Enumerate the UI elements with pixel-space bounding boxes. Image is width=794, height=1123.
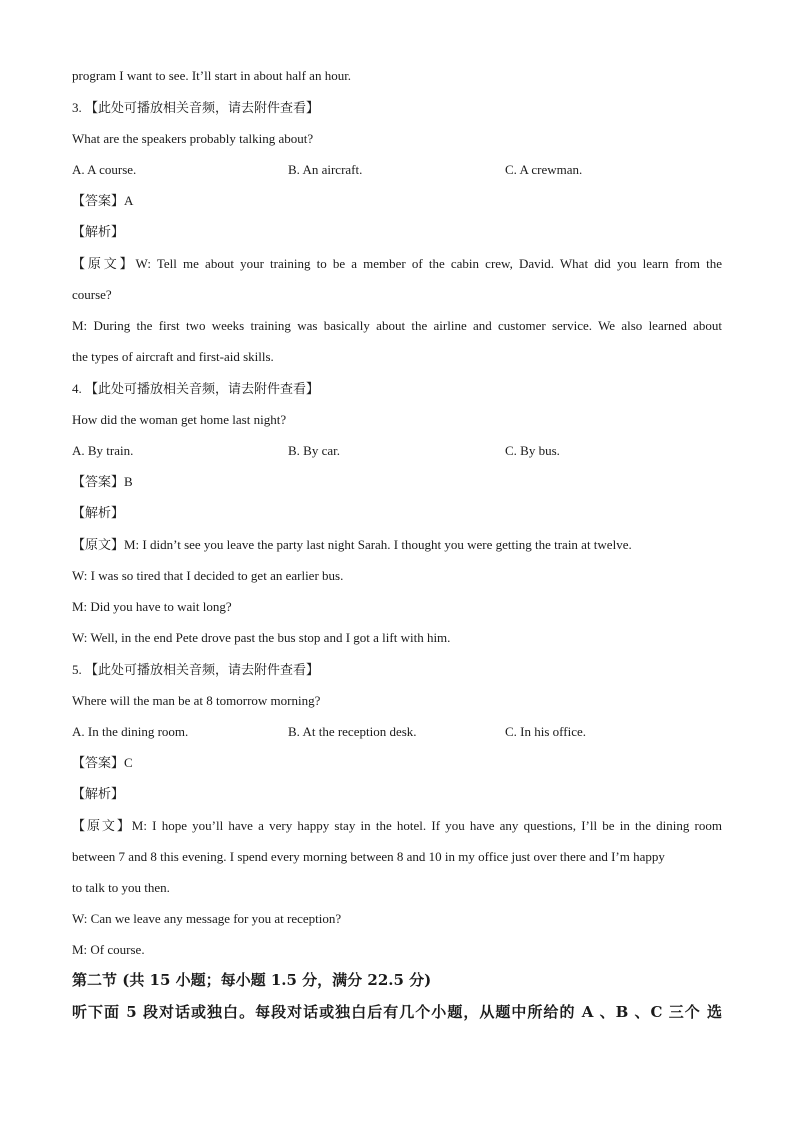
question-3-transcript-line: course? (72, 287, 112, 302)
question-5-transcript-line: M: Of course. (72, 942, 145, 957)
question-4-transcript-line: W: Well, in the end Pete drove past the bus stop and I got a lift with him. (72, 630, 451, 645)
question-4-transcript-line: M: Did you have to wait long? (72, 599, 232, 614)
section-2-instruction: 听下面 5 段对话或独白。每段对话或独白后有几个小题，从题中所给的 A 、B 、C 三个 选 (72, 1003, 722, 1021)
audio-note[interactable]: 【此处可播放相关音频，请去附件查看】 (85, 381, 320, 396)
section-2-heading: 第二节 (共 15 小题；每小题 1.5 分，满分 22.5 分) (72, 971, 432, 989)
question-number: 5. (72, 662, 82, 677)
question-number: 3. (72, 100, 82, 115)
question-5-header (72, 662, 319, 678)
question-4-transcript-line: W: I was so tired that I decided to get an earlier bus. (72, 568, 344, 583)
question-5-transcript-line: between 7 and 8 this evening. I spend every morning between 8 and 10 in my office just over there and I’m happy (72, 849, 665, 864)
question-4-option-a: A. By train. (72, 443, 134, 458)
question-5-option-a: A. In the dining room. (72, 724, 189, 739)
question-4-answer: 【答案】B (72, 474, 133, 489)
audio-note[interactable]: 【此处可播放相关音频，请去附件查看】 (85, 662, 320, 677)
question-3-transcript-line: M: During the first two weeks training was basically about the airline and customer service. We also learned about (72, 318, 722, 333)
question-4-option-b: B. By car. (288, 443, 340, 458)
question-5-transcript-line: W: Can we leave any message for you at reception? (72, 911, 342, 926)
question-3-analysis: 【解析】 (72, 224, 125, 239)
question-3-transcript-line: 【原文】W: Tell me about your training to be a member of the cabin crew, David. What did you learn from the (72, 256, 722, 271)
question-5-option-b: B. At the reception desk. (288, 724, 417, 739)
question-5-answer: 【答案】C (72, 755, 133, 770)
question-5-option-c: C. In his office. (505, 724, 586, 739)
intro-text: program I want to see. It’ll start in about half an hour. (72, 68, 352, 83)
question-3-option-b: B. An aircraft. (288, 162, 363, 177)
question-3-transcript-line: the types of aircraft and first-aid skills. (72, 349, 274, 364)
question-4-prompt: How did the woman get home last night? (72, 412, 287, 427)
question-3-answer: 【答案】A (72, 193, 134, 208)
question-3-option-c: C. A crewman. (505, 162, 583, 177)
question-5-prompt: Where will the man be at 8 tomorrow morning? (72, 693, 321, 708)
question-5-transcript-line: to talk to you then. (72, 880, 170, 895)
question-number: 4. (72, 381, 82, 396)
question-5-transcript-line: 【原文】M: I hope you’ll have a very happy stay in the hotel. If you have any questions, I’ll be in the dining room (72, 818, 722, 833)
audio-note[interactable]: 【此处可播放相关音频，请去附件查看】 (85, 100, 320, 115)
question-3-option-a: A. A course. (72, 162, 137, 177)
question-4-analysis: 【解析】 (72, 505, 125, 520)
question-4-header (72, 381, 319, 397)
question-4-transcript-line: 【原文】M: I didn’t see you leave the party last night Sarah. I thought you were getting the train at twelve. (72, 537, 632, 552)
question-3-header (72, 100, 319, 116)
question-4-option-c: C. By bus. (505, 443, 560, 458)
question-5-analysis: 【解析】 (72, 786, 125, 801)
question-3-prompt: What are the speakers probably talking about? (72, 131, 314, 146)
